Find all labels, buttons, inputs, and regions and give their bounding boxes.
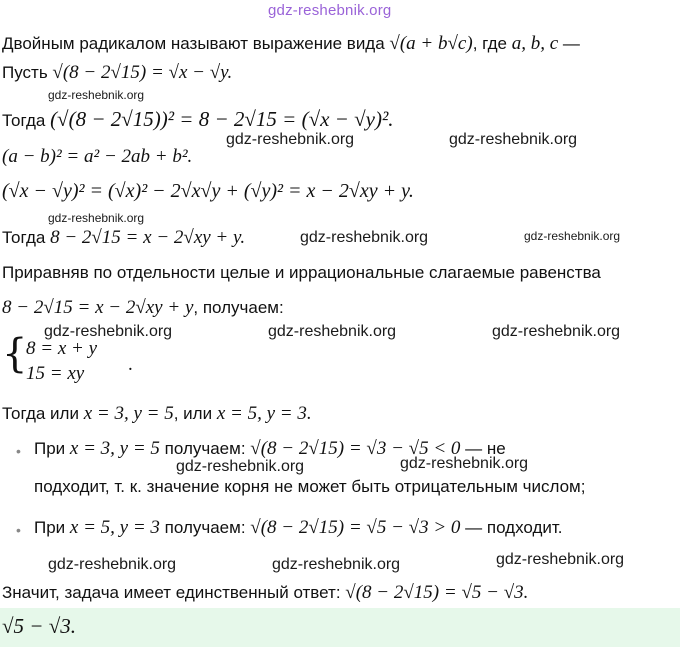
watermark: gdz-reshebnik.org: [449, 131, 578, 148]
conclusion-formula: √(8 − 2√15) = √5 − √3.: [345, 582, 529, 603]
bullet-2-cond: x = 5, y = 3: [69, 517, 160, 538]
intro-where: , где: [472, 34, 507, 53]
bullet-dot: •: [16, 443, 21, 459]
conclusion-text: Значит, задача имеет единственный ответ:: [2, 583, 341, 602]
watermark: gdz-reshebnik.org: [496, 551, 625, 568]
watermark: gdz-reshebnik.org: [524, 229, 621, 243]
expand-formula: (√x − √y)² = (√x)² − 2√x√y + (√y)² = x − 2√xy + y.: [2, 180, 414, 202]
obtain-formula: 8 − 2√15 = x − 2√xy + y: [2, 297, 194, 318]
then1-label: Тогда: [2, 111, 46, 130]
system-eq2: 15 = xy: [26, 363, 85, 384]
then2-formula: 8 − 2√15 = x − 2√xy + y.: [50, 227, 246, 248]
cases-line: [2, 403, 312, 425]
bullet-2-mid: получаем:: [164, 518, 246, 537]
bullet-2-formula: √(8 − 2√15) = √5 − √3 > 0: [250, 517, 461, 538]
intro-dash: —: [558, 34, 580, 53]
watermark: gdz-reshebnik.org: [492, 323, 621, 340]
bullet-1-mid: получаем:: [164, 439, 246, 458]
watermark: gdz-reshebnik.org: [44, 323, 173, 340]
bullet-1-line2: подходит, т. к. значение корня не может быть отрицательным числом;: [34, 477, 586, 496]
bullet-1-prefix: При: [34, 439, 66, 458]
intro-text: Двойным радикалом называют выражение вида: [2, 34, 385, 53]
let-label: Пусть: [2, 63, 48, 82]
bullet-2-prefix: При: [34, 518, 66, 537]
watermark: gdz-reshebnik.org: [300, 229, 429, 246]
then2-line: [2, 227, 245, 249]
identity-line: [2, 146, 192, 168]
then1-formula: (√(8 − 2√15))² = 8 − 2√15 = (√x − √y)².: [50, 107, 394, 131]
conclusion-line: [2, 582, 528, 604]
bullet-1-tail: — не: [460, 439, 506, 458]
watermark: gdz-reshebnik.org: [268, 323, 397, 340]
cases-label-then: Тогда или: [2, 404, 79, 423]
watermark: gdz-reshebnik.org: [48, 88, 145, 102]
bullet-2-line: [34, 517, 563, 539]
then1-line: [2, 108, 394, 132]
system-brace: {: [2, 331, 28, 377]
cases-case2: x = 5, y = 3.: [216, 403, 312, 424]
intro-line: [2, 33, 580, 55]
let-line: [2, 62, 232, 84]
obtain-text: , получаем:: [193, 298, 284, 317]
cases-case1: x = 3, y = 5: [83, 403, 174, 424]
system-end: .: [128, 354, 133, 375]
bullet-dot: •: [16, 522, 21, 538]
identity-formula: (a − b)² = a² − 2ab + b².: [2, 146, 193, 167]
equate-text: Приравняв по отдельности целые и иррациональные слагаемые равенства: [2, 263, 601, 282]
obtain-line: [2, 297, 284, 319]
intro-formula: √(a + b√c): [389, 33, 473, 54]
watermark: gdz-reshebnik.org: [400, 455, 529, 472]
bullet-2-tail: — подходит.: [460, 518, 563, 537]
answer-box: [0, 608, 680, 647]
let-formula: √(8 − 2√15) = √x − √y.: [52, 62, 233, 83]
cases-label-or: , или: [173, 404, 213, 423]
then2-label: Тогда: [2, 228, 46, 247]
expand-line: [2, 180, 414, 203]
watermark: gdz-reshebnik.org: [48, 556, 177, 573]
answer-formula: √5 − √3.: [2, 614, 76, 638]
watermark: gdz-reshebnik.org: [48, 211, 145, 225]
watermark-top[interactable]: gdz-reshebnik.org: [268, 2, 392, 19]
intro-vars: a, b, c: [511, 33, 559, 54]
watermark: gdz-reshebnik.org: [226, 131, 355, 148]
system-eq1: 8 = x + y: [26, 338, 98, 359]
watermark: gdz-reshebnik.org: [272, 556, 401, 573]
bullet-1-cond: x = 3, y = 5: [69, 438, 160, 459]
watermark: gdz-reshebnik.org: [176, 458, 305, 475]
bullet-1-formula: √(8 − 2√15) = √3 − √5 < 0: [250, 438, 461, 459]
